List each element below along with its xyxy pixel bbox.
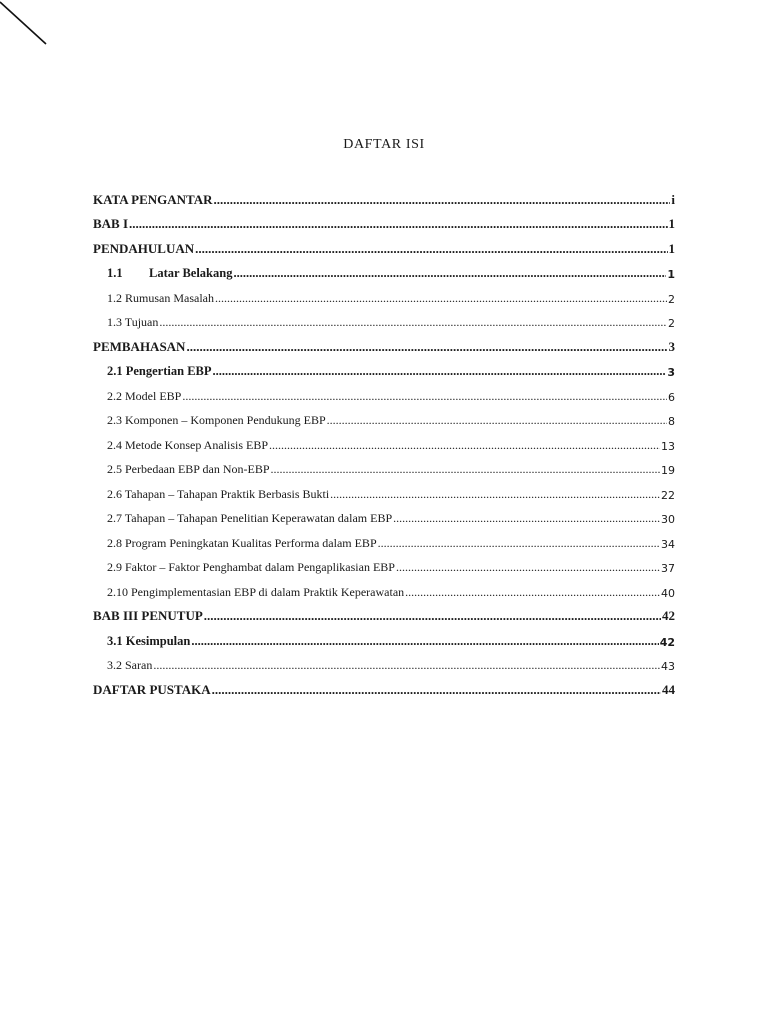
toc-entry-page: 1 [667, 268, 675, 281]
toc-entry-label: 2.8 Program Peningkatan Kualitas Performa dalam EBP [107, 535, 377, 550]
toc-entry-page: 8 [668, 415, 675, 428]
toc-entry-page: i [671, 191, 675, 207]
toc-entry-page: 40 [661, 586, 675, 600]
page-title: DAFTAR ISI [343, 137, 425, 152]
toc-entry-pengertian-ebp[interactable] [93, 355, 675, 380]
dot-leader [233, 266, 666, 281]
toc-entry-label: 2.5 Perbedaan EBP dan Non-EBP [107, 462, 270, 476]
toc-entry-label: 2.1 Pengertian EBP [107, 364, 212, 378]
dot-leader [215, 291, 667, 306]
toc-entry-bab-i[interactable] [93, 208, 675, 233]
toc-entry-page: 3 [668, 338, 675, 354]
dot-leader [378, 536, 660, 551]
dot-leader [269, 438, 660, 453]
dot-leader [330, 487, 660, 502]
toc-entry-page: 22 [661, 488, 675, 502]
toc-entry-tahapan-penelitian[interactable] [93, 502, 675, 527]
toc-entry-label: 3.2 Saran [107, 658, 153, 672]
toc-entry-latar-belakang[interactable] [93, 257, 675, 282]
toc-entry-label: 3.1 Kesimpulan [107, 633, 191, 648]
toc-entry-page: 30 [661, 513, 675, 526]
toc-entry-page: 44 [662, 681, 675, 697]
toc-entry-label: 2.6 Tahapan – Tahapan Praktik Berbasis Bukti [107, 486, 330, 501]
toc-entry-label: PEMBAHASAN [93, 338, 186, 354]
toc-entry-page: 13 [661, 439, 675, 453]
toc-entry-pendahuluan[interactable] [93, 232, 675, 257]
toc-entry-kata-pengantar[interactable] [93, 183, 675, 208]
toc-entry-label: PENDAHULUAN [93, 240, 195, 256]
toc-entry-label: KATA PENGANTAR [93, 191, 213, 207]
dot-leader [327, 413, 667, 428]
toc-entry-label: BAB III PENUTUP [93, 608, 203, 623]
dot-leader [153, 658, 660, 673]
toc-entry-tujuan[interactable] [93, 306, 675, 331]
dot-leader [182, 389, 667, 404]
toc-entry-metode-konsep[interactable] [93, 428, 675, 453]
toc-entry-page: 3 [667, 366, 675, 379]
dot-leader [214, 192, 671, 208]
toc-entry-label: 2.4 Metode Konsep Analisis EBP [107, 437, 268, 452]
toc-entry-bab-iii-penutup[interactable] [93, 600, 675, 625]
toc-entry-label: 2.3 Komponen – Komponen Pendukung EBP [107, 413, 326, 427]
toc-entry-label: 1.2 Rumusan Masalah [107, 290, 214, 305]
toc-entry-label: 2.2 Model EBP [107, 388, 182, 403]
dot-leader [191, 634, 658, 649]
dot-leader [393, 511, 660, 526]
toc-entry-pembahasan[interactable] [93, 330, 675, 355]
dot-leader [186, 339, 667, 355]
toc-entry-label: 2.10 Pengimplementasian EBP di dalam Praktik Keperawatan [107, 584, 405, 599]
toc-entry-page: 37 [661, 562, 675, 575]
dot-leader [129, 216, 667, 232]
dot-leader [195, 241, 667, 257]
toc-entry-page: 34 [661, 537, 675, 551]
dot-leader [213, 364, 667, 379]
toc-entry-page: 43 [661, 660, 675, 673]
toc-entry-rumusan-masalah[interactable] [93, 281, 675, 306]
dot-leader [271, 462, 660, 477]
toc-entry-pengimplementasian[interactable] [93, 575, 675, 600]
toc-entry-page: 2 [668, 317, 675, 330]
toc-entry-page: 42 [659, 635, 675, 649]
toc-entry-kesimpulan[interactable] [93, 624, 675, 649]
corner-line-decoration [0, 0, 60, 60]
toc-entry-page: 1 [668, 216, 675, 231]
toc-entry-program-peningkatan[interactable] [93, 526, 675, 551]
toc-entry-faktor-penghambat[interactable] [93, 551, 675, 576]
dot-leader [396, 560, 660, 575]
table-of-contents [93, 183, 675, 698]
toc-entry-perbedaan-ebp[interactable] [93, 453, 675, 478]
toc-entry-label: 1.3 Tujuan [107, 315, 159, 329]
dot-leader [159, 315, 667, 330]
toc-entry-page: 42 [662, 608, 675, 623]
toc-entry-number: 1.1 [107, 266, 123, 280]
toc-entry-label: 2.7 Tahapan – Tahapan Penelitian Keperawatan dalam EBP [107, 511, 393, 525]
toc-entry-tahapan-praktik[interactable] [93, 477, 675, 502]
toc-entry-komponen-pendukung[interactable] [93, 404, 675, 429]
dot-leader [204, 608, 661, 624]
toc-entry-page: 6 [668, 390, 675, 404]
toc-entry-saran[interactable] [93, 649, 675, 674]
toc-entry-label: Latar Belakang [149, 266, 233, 280]
toc-entry-label: DAFTAR PUSTAKA [93, 681, 211, 697]
dot-leader [405, 585, 660, 600]
toc-entry-page: 2 [668, 292, 675, 306]
toc-entry-page: 19 [661, 464, 675, 477]
dot-leader [212, 682, 661, 698]
toc-entry-label: 2.9 Faktor – Faktor Penghambat dalam Pengaplikasian EBP [107, 560, 395, 574]
toc-entry-label: BAB I [93, 216, 129, 231]
toc-entry-daftar-pustaka[interactable] [93, 673, 675, 698]
toc-entry-page: 1 [668, 240, 675, 256]
toc-entry-model-ebp[interactable] [93, 379, 675, 404]
